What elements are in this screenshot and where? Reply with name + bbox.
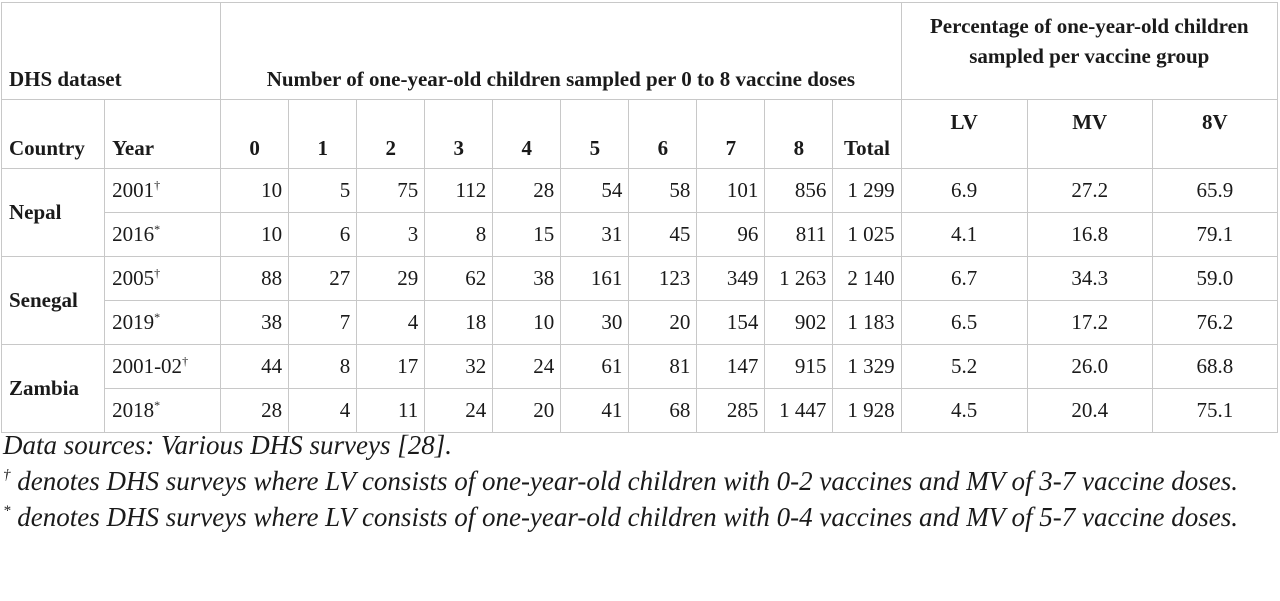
total-header: Total — [833, 100, 901, 169]
source-note: Data sources: Various DHS surveys [28]. — [3, 430, 452, 460]
total-cell: 1 928 — [833, 389, 901, 433]
count-cell: 10 — [221, 169, 289, 213]
mv-cell: 17.2 — [1027, 301, 1152, 345]
table-row — [2, 301, 1278, 345]
year-cell — [105, 301, 221, 345]
dagger-mark: † — [3, 467, 11, 483]
survey-mark: † — [182, 354, 189, 368]
percentage-header: Percentage of one-year-old children sampled per vaccine group — [901, 3, 1277, 100]
year-header: Year — [105, 100, 221, 169]
count-cell: 88 — [221, 257, 289, 301]
count-cell: 7 — [289, 301, 357, 345]
count-cell: 1 447 — [765, 389, 833, 433]
count-cell: 10 — [221, 213, 289, 257]
mv-cell: 16.8 — [1027, 213, 1152, 257]
count-cell: 20 — [629, 301, 697, 345]
count-cell: 38 — [221, 301, 289, 345]
year-value: 2001 — [112, 178, 155, 202]
dose-header: 1 — [289, 100, 357, 169]
count-cell: 15 — [493, 213, 561, 257]
country-header: Country — [2, 100, 105, 169]
star-note-text: denotes DHS surveys where LV consists of one-year-old children with 0-4 vaccines and MV of 5-7 vaccine doses. — [10, 502, 1238, 532]
count-cell: 28 — [493, 169, 561, 213]
year-cell — [105, 389, 221, 433]
8v-cell: 75.1 — [1152, 389, 1277, 433]
lv-header: LV — [901, 100, 1027, 169]
count-cell: 30 — [561, 301, 629, 345]
count-cell: 62 — [425, 257, 493, 301]
count-cell: 349 — [697, 257, 765, 301]
total-cell: 2 140 — [833, 257, 901, 301]
dose-header: 8 — [765, 100, 833, 169]
year-value: 2018 — [112, 398, 155, 422]
survey-mark: * — [154, 222, 161, 236]
country-cell: Zambia — [2, 345, 105, 433]
lv-cell: 4.5 — [901, 389, 1027, 433]
count-cell: 1 263 — [765, 257, 833, 301]
count-cell: 28 — [221, 389, 289, 433]
count-cell: 856 — [765, 169, 833, 213]
year-cell — [105, 345, 221, 389]
8v-cell: 79.1 — [1152, 213, 1277, 257]
dose-header: 6 — [629, 100, 697, 169]
table-body — [2, 169, 1278, 433]
dataset-header: DHS dataset — [2, 3, 221, 100]
table-notes — [3, 427, 1278, 535]
8v-cell: 68.8 — [1152, 345, 1277, 389]
year-value: 2005 — [112, 266, 155, 290]
count-cell: 101 — [697, 169, 765, 213]
count-cell: 811 — [765, 213, 833, 257]
mv-cell: 27.2 — [1027, 169, 1152, 213]
count-cell: 32 — [425, 345, 493, 389]
count-cell: 27 — [289, 257, 357, 301]
count-cell: 38 — [493, 257, 561, 301]
count-cell: 24 — [425, 389, 493, 433]
lv-cell: 5.2 — [901, 345, 1027, 389]
survey-mark: † — [154, 178, 161, 192]
count-cell: 4 — [289, 389, 357, 433]
count-cell: 24 — [493, 345, 561, 389]
dagger-note-text: denotes DHS surveys where LV consists of one-year-old children with 0-2 vaccines and MV of 3-7 vaccine doses. — [10, 466, 1238, 496]
count-cell: 112 — [425, 169, 493, 213]
survey-mark: † — [154, 266, 161, 280]
table-row — [2, 257, 1278, 301]
count-cell: 285 — [697, 389, 765, 433]
count-cell: 5 — [289, 169, 357, 213]
count-cell: 41 — [561, 389, 629, 433]
count-cell: 17 — [357, 345, 425, 389]
count-cell: 902 — [765, 301, 833, 345]
year-cell — [105, 169, 221, 213]
count-cell: 915 — [765, 345, 833, 389]
count-cell: 123 — [629, 257, 697, 301]
table-row — [2, 389, 1278, 433]
count-cell: 29 — [357, 257, 425, 301]
count-cell: 147 — [697, 345, 765, 389]
year-value: 2019 — [112, 310, 155, 334]
year-cell — [105, 257, 221, 301]
country-cell: Senegal — [2, 257, 105, 345]
sampled-header: Number of one-year-old children sampled per 0 to 8 vaccine doses — [221, 3, 901, 100]
count-cell: 11 — [357, 389, 425, 433]
dose-header: 2 — [357, 100, 425, 169]
dose-header: 3 — [425, 100, 493, 169]
dagger-note — [3, 463, 1278, 499]
count-cell: 61 — [561, 345, 629, 389]
dose-header: 4 — [493, 100, 561, 169]
mv-cell: 26.0 — [1027, 345, 1152, 389]
survey-mark: * — [154, 398, 161, 412]
table-row — [2, 345, 1278, 389]
count-cell: 8 — [289, 345, 357, 389]
count-cell: 154 — [697, 301, 765, 345]
year-value: 2016 — [112, 222, 155, 246]
lv-cell: 6.5 — [901, 301, 1027, 345]
star-note — [3, 499, 1278, 535]
count-cell: 31 — [561, 213, 629, 257]
table-row — [2, 213, 1278, 257]
count-cell: 161 — [561, 257, 629, 301]
mv-cell: 20.4 — [1027, 389, 1152, 433]
lv-cell: 6.9 — [901, 169, 1027, 213]
count-cell: 8 — [425, 213, 493, 257]
count-cell: 6 — [289, 213, 357, 257]
count-cell: 4 — [357, 301, 425, 345]
star-mark: * — [3, 503, 11, 519]
table-row — [2, 169, 1278, 213]
8v-cell: 76.2 — [1152, 301, 1277, 345]
count-cell: 44 — [221, 345, 289, 389]
survey-mark: * — [154, 310, 161, 324]
mv-header: MV — [1027, 100, 1152, 169]
dose-header: 0 — [221, 100, 289, 169]
count-cell: 20 — [493, 389, 561, 433]
mv-cell: 34.3 — [1027, 257, 1152, 301]
count-cell: 68 — [629, 389, 697, 433]
year-value: 2001-02 — [112, 354, 183, 378]
total-cell: 1 329 — [833, 345, 901, 389]
lv-cell: 6.7 — [901, 257, 1027, 301]
lv-cell: 4.1 — [901, 213, 1027, 257]
count-cell: 81 — [629, 345, 697, 389]
total-cell: 1 299 — [833, 169, 901, 213]
count-cell: 54 — [561, 169, 629, 213]
count-cell: 45 — [629, 213, 697, 257]
total-cell: 1 183 — [833, 301, 901, 345]
8v-cell: 59.0 — [1152, 257, 1277, 301]
8v-cell: 65.9 — [1152, 169, 1277, 213]
year-cell — [105, 213, 221, 257]
count-cell: 58 — [629, 169, 697, 213]
count-cell: 18 — [425, 301, 493, 345]
count-cell: 3 — [357, 213, 425, 257]
count-cell: 10 — [493, 301, 561, 345]
dose-header: 7 — [697, 100, 765, 169]
count-cell: 96 — [697, 213, 765, 257]
country-cell: Nepal — [2, 169, 105, 257]
8v-header: 8V — [1152, 100, 1277, 169]
count-cell: 75 — [357, 169, 425, 213]
vaccine-table — [1, 2, 1278, 433]
total-cell: 1 025 — [833, 213, 901, 257]
dose-header: 5 — [561, 100, 629, 169]
